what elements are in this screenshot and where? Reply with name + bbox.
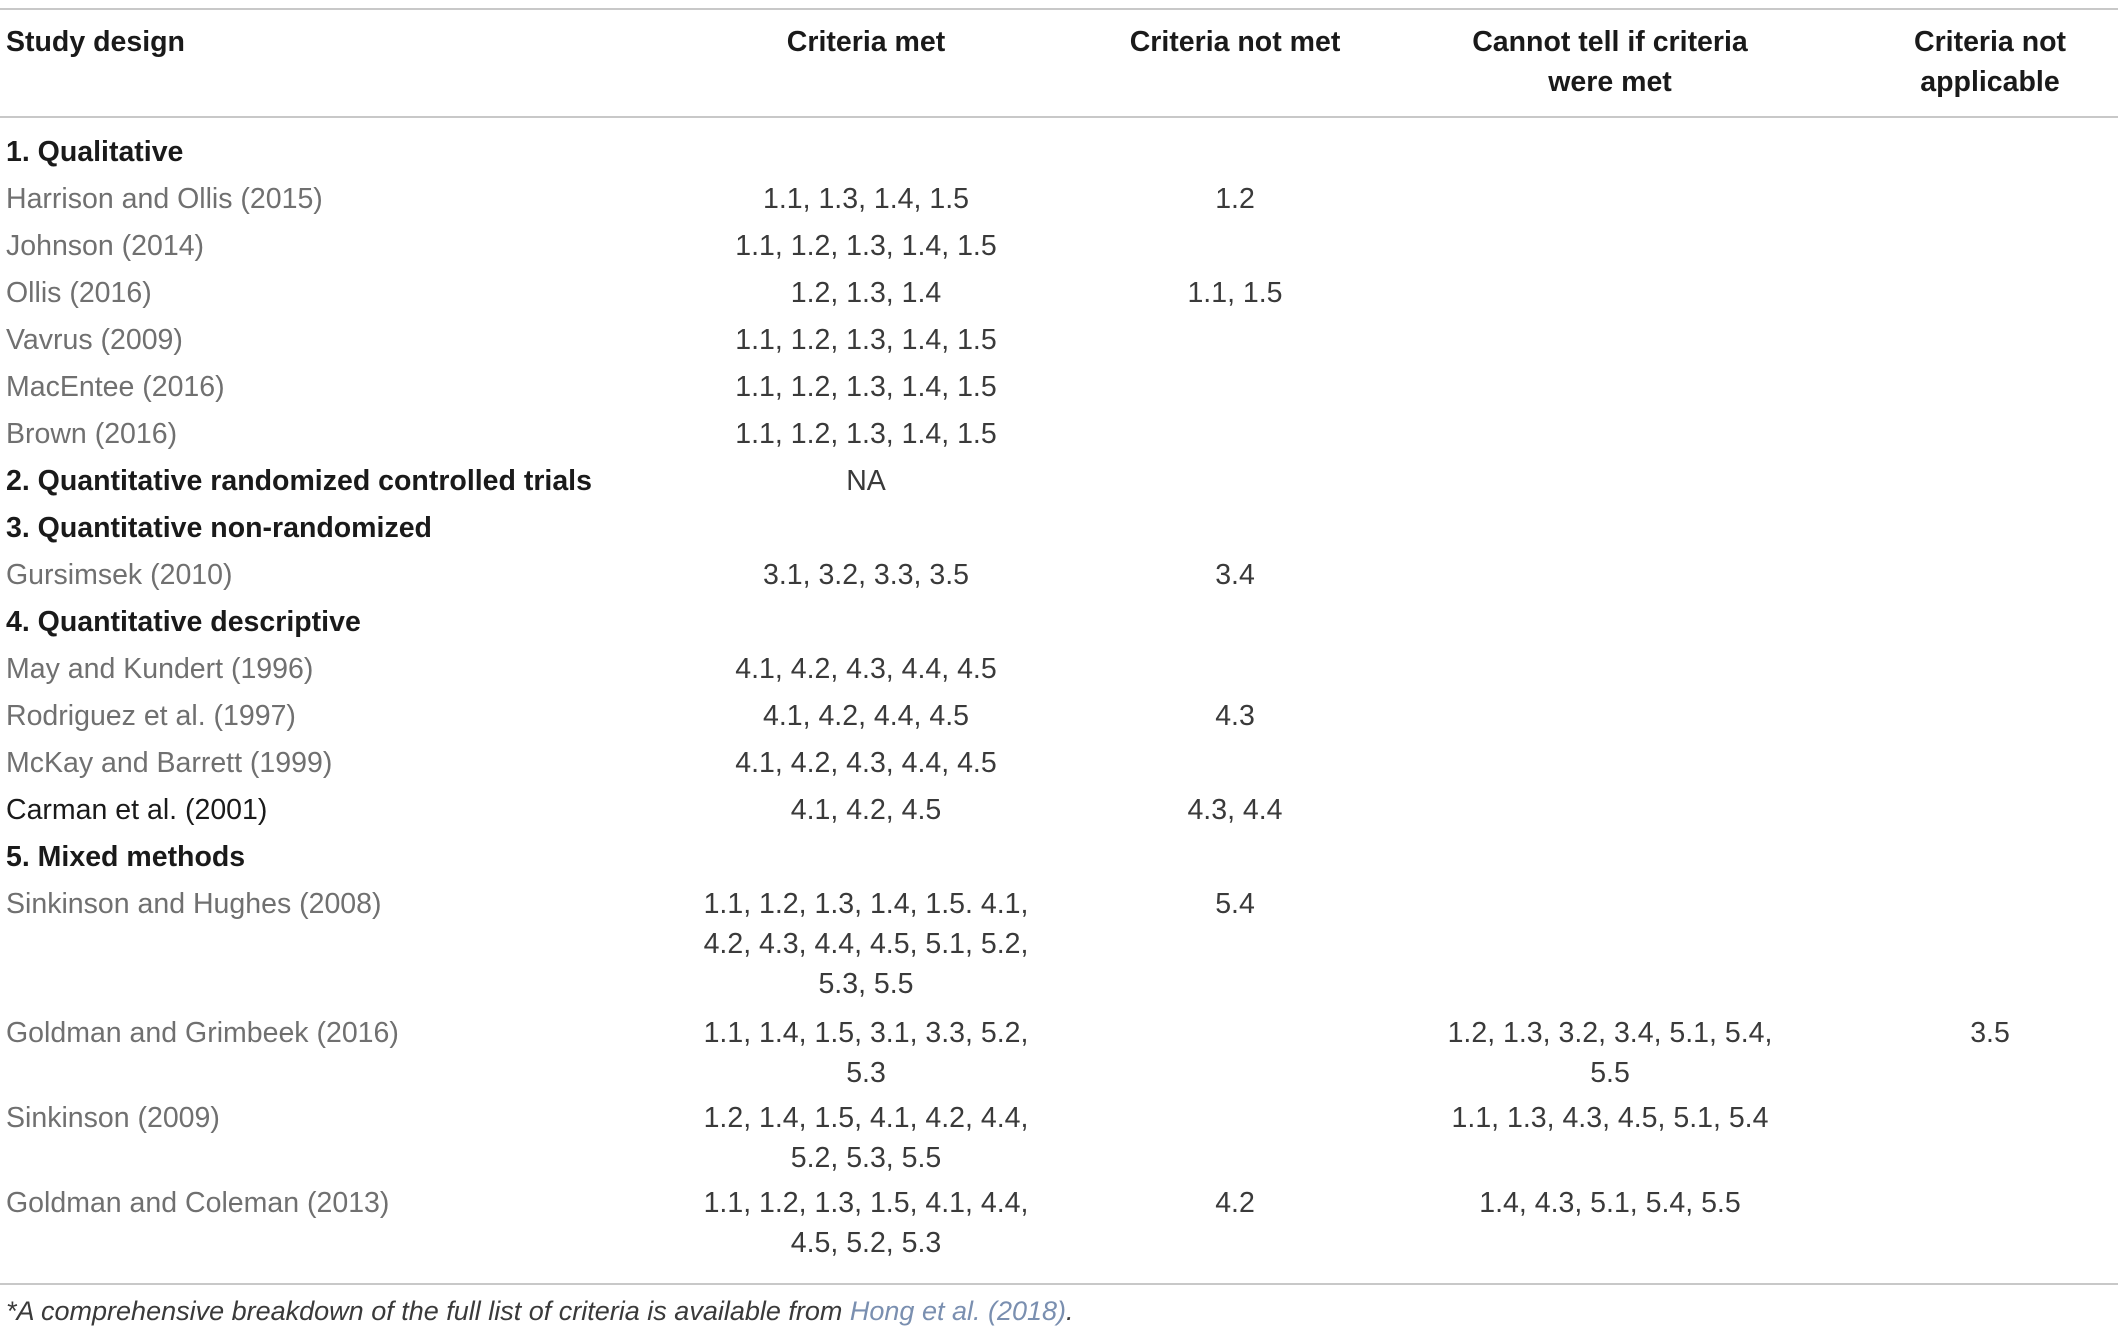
cell-criteria-met: 4.1, 4.2, 4.5 [790,794,942,826]
cell-criteria-met: 1.1, 1.2, 1.3, 1.5, 4.1, 4.4, 4.5, 5.2, 5.3 [703,1187,1029,1259]
cell-cannot-tell: 1.4, 4.3, 5.1, 5.4, 5.5 [1479,1187,1741,1219]
header-study-design: Study design [6,26,185,58]
cell-criteria-met: 4.1, 4.2, 4.3, 4.4, 4.5 [735,747,997,779]
cell-criteria-met: 1.1, 1.2, 1.3, 1.4, 1.5 [735,371,997,403]
study-name: Carman et al. (2001) [6,794,268,826]
study-name: Rodriguez et al. (1997) [6,700,296,732]
header-not-applicable: Criteria not applicable [1913,26,2067,98]
cell-criteria-met: 1.2, 1.4, 1.5, 4.1, 4.2, 4.4, 5.2, 5.3, 5.5 [703,1102,1029,1174]
cell-criteria-not-met: 5.4 [1215,888,1255,920]
cell-criteria-met: 1.2, 1.3, 1.4 [790,277,942,309]
cell-criteria-met: 1.1, 1.4, 1.5, 3.1, 3.3, 5.2, 5.3 [703,1017,1029,1089]
cell-criteria-not-met: 4.3 [1215,700,1255,732]
cell-criteria-not-met: 4.2 [1215,1187,1255,1219]
cell-criteria-met: 3.1, 3.2, 3.3, 3.5 [763,559,969,591]
cell-criteria-met: 1.1, 1.2, 1.3, 1.4, 1.5 [735,324,997,356]
cell-criteria-met: 1.1, 1.2, 1.3, 1.4, 1.5 [735,230,997,262]
cell-criteria-met: 1.1, 1.3, 1.4, 1.5 [763,183,969,215]
cell-criteria-not-met: 4.3, 4.4 [1187,794,1283,826]
cell-criteria-met: 4.1, 4.2, 4.4, 4.5 [763,700,969,732]
footnote-text: *A comprehensive breakdown of the full list of criteria is available from [6,1296,850,1326]
section-heading: 3. Quantitative non-randomized [6,512,432,544]
table-footnote [6,1291,1074,1331]
study-name: Ollis (2016) [6,277,152,309]
cell-criteria-met: 4.1, 4.2, 4.3, 4.4, 4.5 [735,653,997,685]
study-name: Sinkinson (2009) [6,1102,220,1134]
section-heading: 2. Quantitative randomized controlled trials [6,465,592,497]
cell-cannot-tell: 1.2, 1.3, 3.2, 3.4, 5.1, 5.4, 5.5 [1447,1017,1773,1089]
table-top-rule [0,8,2118,10]
study-name: MacEntee (2016) [6,371,225,403]
cell-criteria-not-met: 3.4 [1215,559,1255,591]
header-criteria-met: Criteria met [786,26,946,58]
cell-criteria-not-met: 1.1, 1.5 [1187,277,1283,309]
cell-criteria-met: 1.1, 1.2, 1.3, 1.4, 1.5. 4.1, 4.2, 4.3, 4.4, 4.5, 5.1, 5.2, 5.3, 5.5 [703,888,1029,1000]
study-name: Goldman and Coleman (2013) [6,1187,390,1219]
section-heading: 4. Quantitative descriptive [6,606,361,638]
study-name: May and Kundert (1996) [6,653,314,685]
study-name: Harrison and Ollis (2015) [6,183,323,215]
study-name: Goldman and Grimbeek (2016) [6,1017,399,1049]
cell-criteria-not-met: 1.2 [1215,183,1255,215]
header-cannot-tell: Cannot tell if criteria were met [1472,26,1748,98]
cell-criteria-met: 1.1, 1.2, 1.3, 1.4, 1.5 [735,418,997,450]
table-bottom-rule [0,1283,2118,1285]
footnote-citation-link[interactable]: Hong et al. (2018) [849,1296,1067,1326]
study-name: Gursimsek (2010) [6,559,233,591]
footnote-suffix: . [1066,1296,1074,1326]
study-name: Brown (2016) [6,418,178,450]
cell-cannot-tell: 1.1, 1.3, 4.3, 4.5, 5.1, 5.4 [1451,1102,1769,1134]
header-criteria-not-met: Criteria not met [1129,26,1341,58]
section-heading: 1. Qualitative [6,136,184,168]
study-name: Vavrus (2009) [6,324,183,356]
cell-not-applicable: 3.5 [1970,1017,2010,1049]
section-heading: 5. Mixed methods [6,841,246,873]
study-name: Johnson (2014) [6,230,205,262]
study-name: Sinkinson and Hughes (2008) [6,888,382,920]
table-header-rule [0,116,2118,118]
study-name: McKay and Barrett (1999) [6,747,333,779]
cell-criteria-met: NA [846,465,886,497]
